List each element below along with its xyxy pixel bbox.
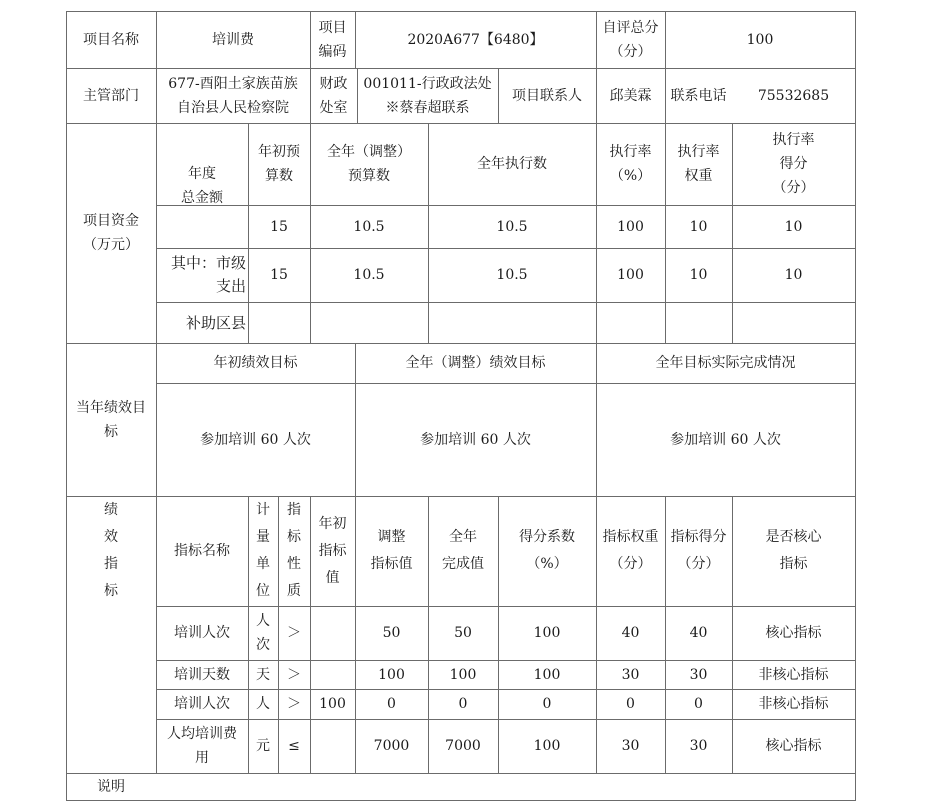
indicator-coef: 100 [533,738,561,754]
phone-value: 75532685 [757,87,830,104]
indicator-nature: ＞ [287,696,301,712]
executed-header: 全年执行数 [477,156,547,172]
indicator-adjusted: 7000 [373,738,410,754]
nature-header: 指 标 性 质 [287,502,301,599]
finance-office-label: 财政 处室 [319,75,348,116]
unit-header: 计 量 单 位 [256,502,270,599]
notes-label: 说明 [97,778,125,795]
total-exec-score: 10 [784,218,803,235]
total-exec-rate: 100 [617,218,644,235]
score-coef-header: 得分系数 （%） [519,529,575,572]
exec-weight-header: 执行率 权重 [677,144,720,184]
funds-label: 项目资金 （万元） [83,213,139,253]
project-name-label: 项目名称 [83,31,139,48]
indicator-core: 核心指标 [765,738,822,754]
indicator-score-header: 指标得分 （分） [670,529,727,572]
indicator-adjusted: 0 [387,696,396,712]
notes-value[interactable] [156,773,855,800]
adjusted-goal-value: 参加培训 60 人次 [420,431,531,448]
indicator-unit: 人 次 [256,613,270,653]
annual-total-header: 年度 总金额 [181,165,223,206]
exec-score-header: 执行率 得分 （分） [772,132,815,196]
total-executed: 10.5 [496,218,528,235]
indicator-completed: 0 [458,696,468,712]
initial-goal-header: 年初绩效目标 [213,355,298,371]
self-score-label: 自评总分 （分） [602,19,659,60]
indicator-score: 30 [689,738,708,754]
indicator-weight: 30 [621,666,640,683]
city-exec-score: 10 [784,267,803,283]
dept-value: 677-酉阳土家族苗族 自治县人民检察院 [168,75,298,116]
initial-goal-value: 参加培训 60 人次 [200,431,311,448]
contact-value: 邱美霖 [609,87,652,104]
indicator-coef: 100 [533,625,561,641]
adjusted-goal-header: 全年（调整）绩效目标 [405,355,546,371]
county-subsidy-label: 补助区县 [185,313,246,332]
indicator-score: 40 [689,625,708,641]
indicator-initial: 100 [319,696,346,712]
indicator-weight: 40 [621,625,640,641]
indicator-score: 0 [694,696,703,712]
indicator-initial [310,660,355,689]
indicator-weight: 30 [621,738,640,754]
indicator-name: 培训天数 [174,666,230,683]
total-initial-budget: 15 [270,218,288,235]
initial-budget-header: 年初预 算数 [258,144,300,184]
indicator-coef: 100 [533,666,561,683]
indicator-weight: 0 [626,696,635,712]
city-initial-budget: 15 [270,267,288,283]
indicator-completed: 7000 [445,738,481,754]
indicator-nature: ＞ [287,625,301,641]
project-code-value: 2020A677【6480】 [407,31,544,48]
grid-line [156,302,856,303]
total-exec-weight: 10 [689,218,708,235]
indicator-adjusted: 100 [378,666,405,683]
city-exec-weight: 10 [689,267,708,283]
indicator-name-header: 指标名称 [174,543,230,559]
indicator-coef: 0 [542,696,552,712]
indicator-weight-header: 指标权重 （分） [602,529,659,572]
project-name-value: 培训费 [212,31,254,48]
dept-label: 主管部门 [83,87,139,104]
indicator-completed: 100 [449,666,477,683]
indicator-unit: 人 [256,696,270,712]
indicator-initial [310,719,355,773]
completed-value-header: 全年 完成值 [442,529,484,572]
indicator-name: 培训人次 [174,625,230,641]
indicator-initial [310,606,355,660]
indicator-nature: ＞ [287,666,301,683]
indicator-unit: 天 [256,666,270,683]
indicator-core: 非核心指标 [758,696,829,712]
exec-rate-header: 执行率 （%） [609,144,652,184]
finance-office-value: 001011-行政政法处 ※蔡春超联系 [363,75,492,116]
annual-goals-label: 当年绩效目 标 [76,399,146,440]
indicator-score: 30 [689,666,708,683]
core-indicator-header: 是否核心 指标 [765,529,822,572]
initial-value-header: 年初 指标 值 [318,515,347,586]
city-expense-label: 其中：市级 支出 [170,254,246,295]
project-code-label: 项目 编码 [318,19,347,60]
indicators-label: 绩 效 指 标 [104,502,118,599]
indicator-core: 核心指标 [765,625,822,641]
contact-label: 项目联系人 [512,87,582,104]
adjusted-value-header: 调整 指标值 [370,529,413,572]
adjusted-budget-header: 全年（调整） 预算数 [327,144,411,184]
grid-line [855,11,856,801]
indicator-adjusted: 50 [382,625,401,641]
indicator-unit: 元 [256,738,270,754]
city-executed: 10.5 [496,267,528,283]
indicator-nature: ≤ [288,738,300,754]
indicator-name: 培训人次 [174,696,230,712]
actual-goal-value: 参加培训 60 人次 [670,431,781,448]
indicator-core: 非核心指标 [758,666,829,683]
grid-line [66,800,856,801]
actual-goal-header: 全年目标实际完成情况 [655,355,796,371]
city-adjusted-budget: 10.5 [353,267,385,283]
city-exec-rate: 100 [617,267,644,283]
indicator-completed: 50 [454,625,472,641]
indicator-name: 人均培训费 用 [167,726,237,766]
self-score-value: 100 [746,31,774,48]
phone-label: 联系电话 [670,87,727,104]
total-adjusted-budget: 10.5 [353,218,385,235]
